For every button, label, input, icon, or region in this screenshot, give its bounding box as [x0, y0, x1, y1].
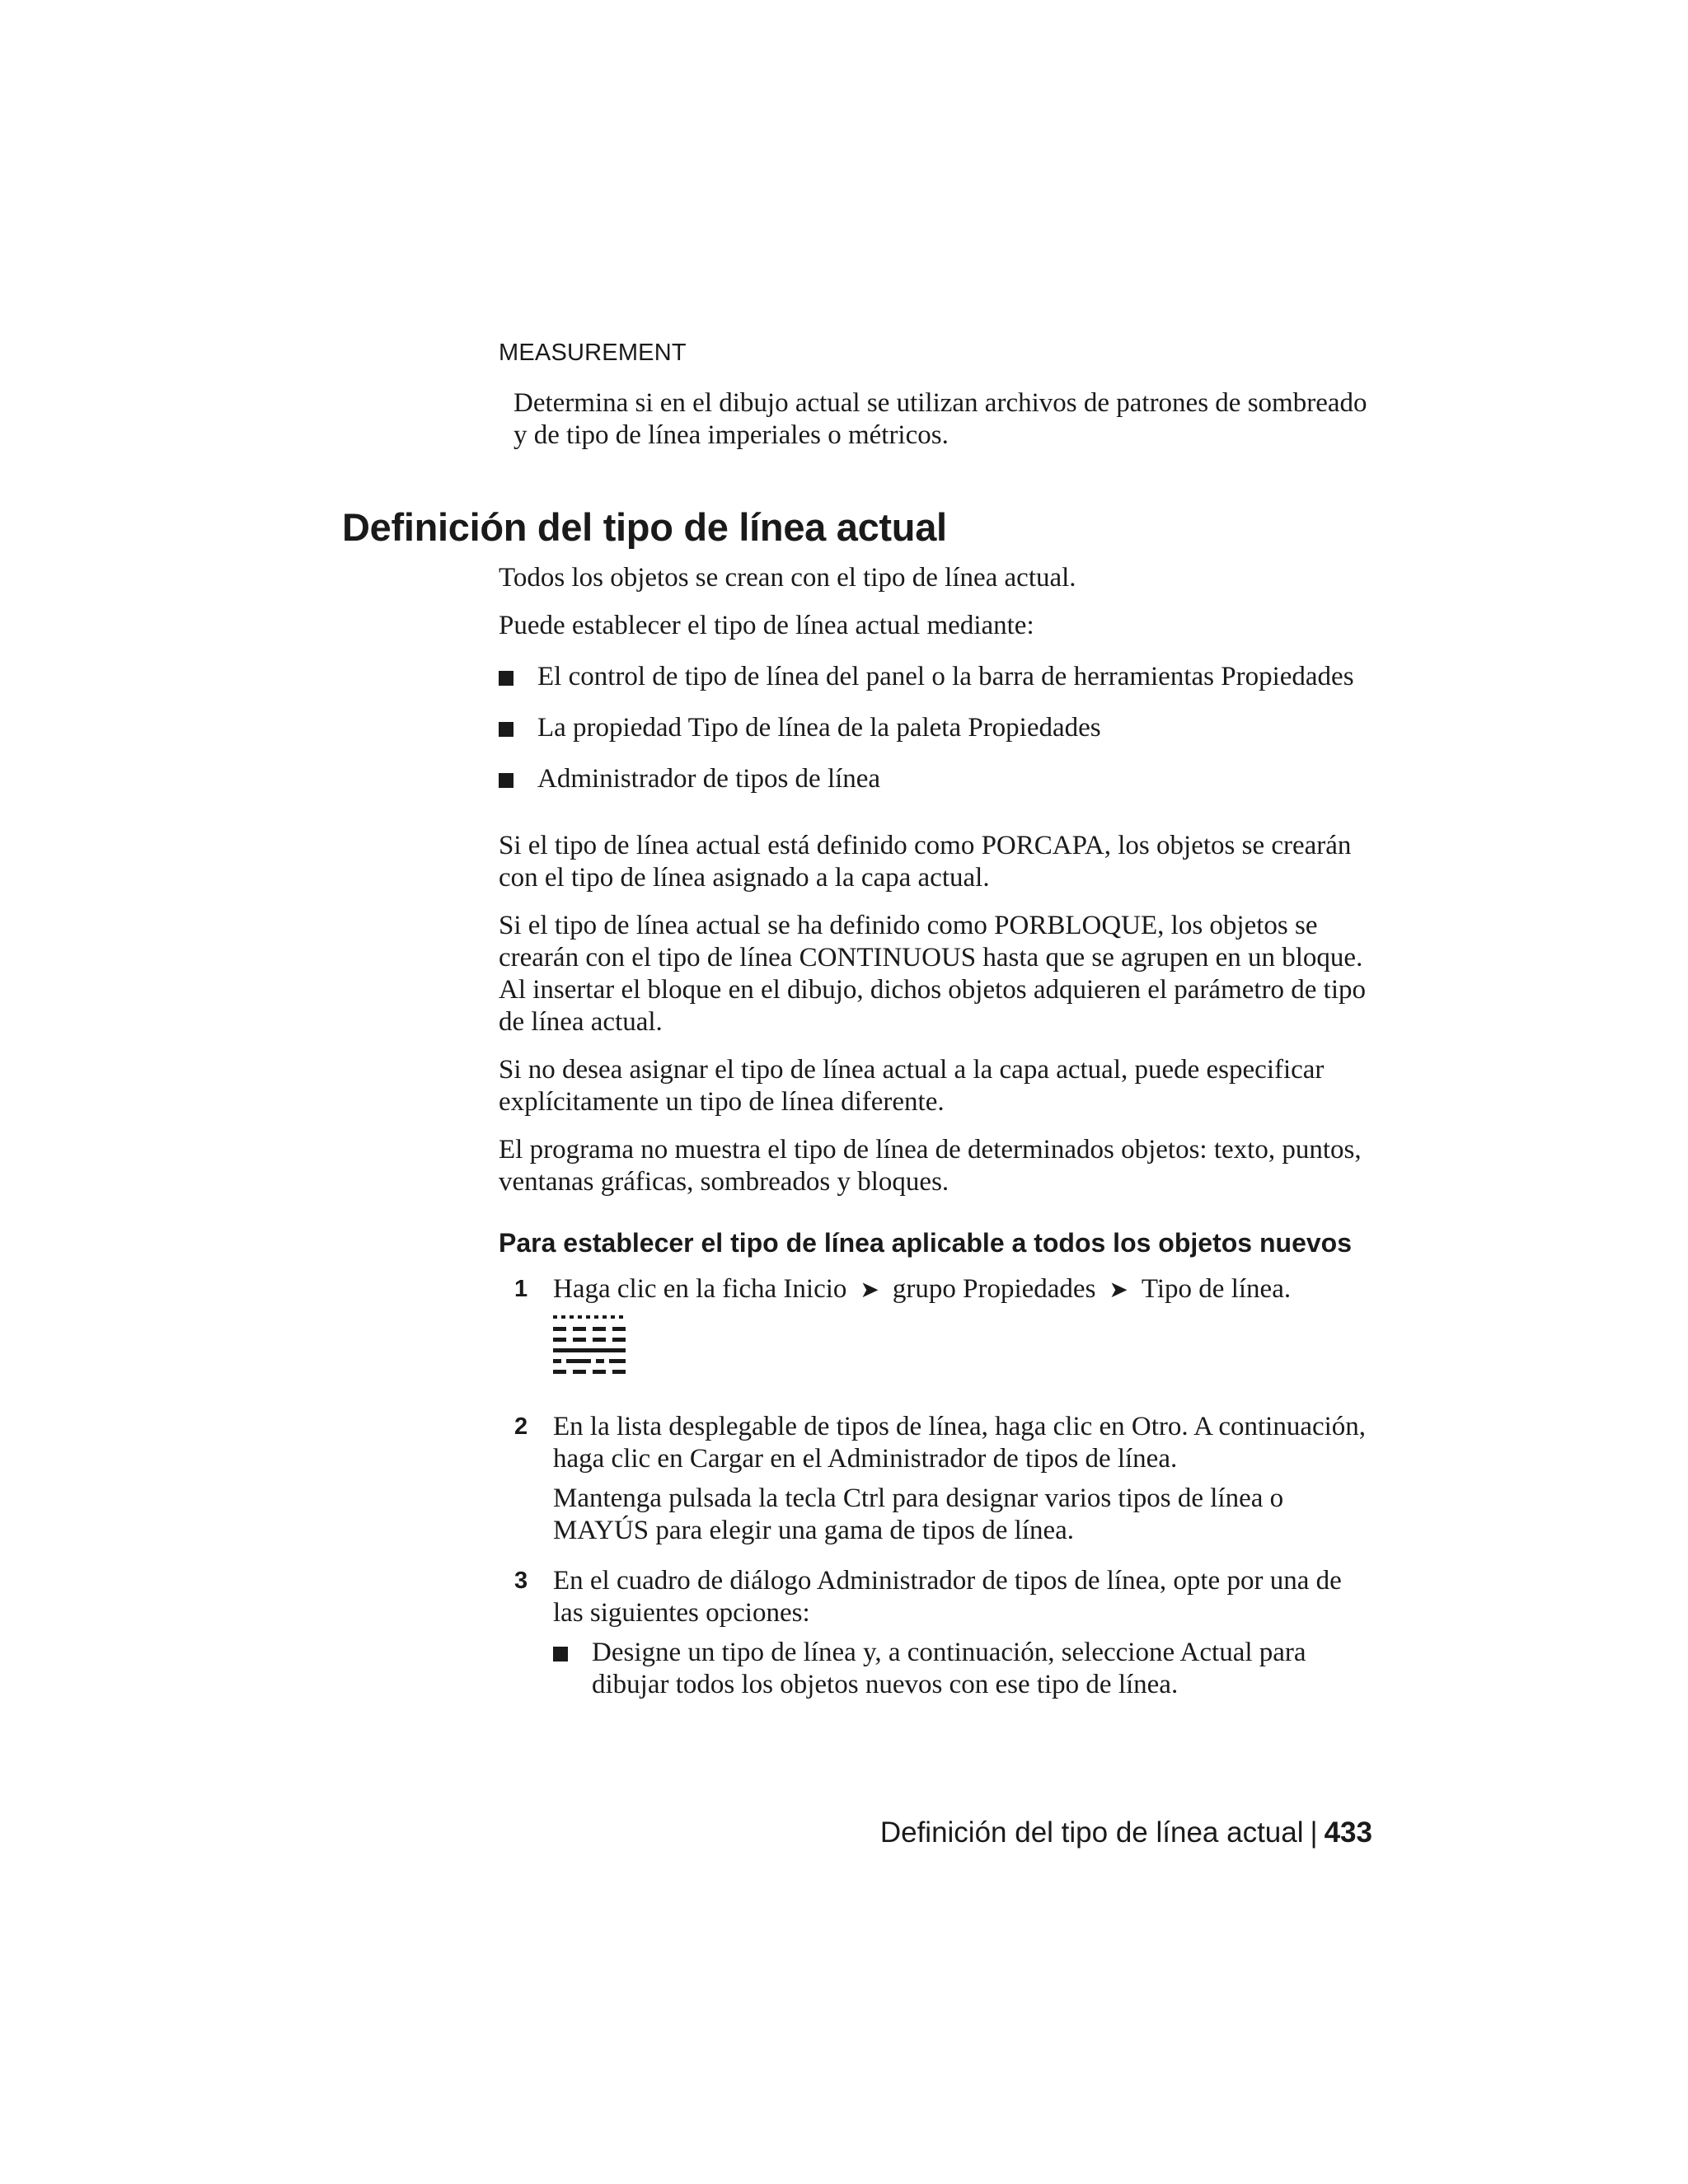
procedure-step [499, 1565, 1372, 1701]
body-paragraph: Si el tipo de línea actual está definido como PORCAPA, los objetos se crearán con el tipo de línea asignado a la capa actual. [499, 831, 1352, 893]
step-text: Haga clic en la ficha Inicio ➤ grupo Propiedades ➤ Tipo de línea. [553, 1274, 1292, 1304]
step-text: En la lista desplegable de tipos de línea, haga clic en Otro. A continuación, haga clic en Cargar en el Administrador de tipos de línea. [553, 1412, 1367, 1474]
step-note: Mantenga pulsada la tecla Ctrl para designar varios tipos de línea o MAYÚS para elegir una gama de tipos de línea. [553, 1483, 1284, 1545]
square-bullet-icon [499, 773, 513, 788]
option-list-item: Designe un tipo de línea y, a continuación, seleccione Actual para dibujar todos los objetos nuevos con ese tipo de línea. [553, 1637, 1372, 1701]
procedure-step [499, 1273, 1372, 1376]
body-paragraph: Si el tipo de línea actual se ha definido como PORBLOQUE, los objetos se crearán con el tipo de línea CONTINUOUS hasta que se agrupen en un bloque. Al insertar el bloque en el dibujo, dichos objetos adquieren el parámetro de tipo de línea actual. [499, 911, 1367, 1037]
square-bullet-icon [553, 1647, 568, 1661]
step-number: 3 [514, 1568, 528, 1594]
footer-separator: | [1310, 1816, 1318, 1849]
method-list-item: El control de tipo de línea del panel o la barra de herramientas Propiedades [499, 661, 1372, 693]
section-heading: Definición del tipo de línea actual [342, 505, 947, 549]
arrow-right-icon: ➤ [1109, 1276, 1128, 1303]
intro-paragraph: Todos los objetos se crean con el tipo de línea actual. [499, 563, 1076, 593]
square-bullet-icon [499, 722, 513, 737]
step-number: 1 [514, 1276, 528, 1302]
step-text: En el cuadro de diálogo Administrador de tipos de línea, opte por una de las siguientes opciones: [553, 1566, 1342, 1628]
section-body [499, 562, 1372, 1198]
lead-in-paragraph: Puede establecer el tipo de línea actual mediante: [499, 611, 1034, 640]
step-number: 2 [514, 1413, 528, 1440]
body-paragraph: El programa no muestra el tipo de línea de determinados objetos: texto, puntos, ventanas gráficas, sombreados y bloques. [499, 1135, 1362, 1197]
system-variable-name: MEASUREMENT [499, 340, 687, 366]
page-number: 433 [1324, 1816, 1372, 1849]
page-footer [880, 1816, 1372, 1849]
method-list-item: Administrador de tipos de línea [499, 763, 1372, 795]
linetype-icon [553, 1315, 627, 1376]
system-variable-description: Determina si en el dibujo actual se utilizan archivos de patrones de sombreado y de tipo de línea imperiales o métricos. [513, 388, 1367, 450]
method-list [499, 661, 1372, 795]
arrow-right-icon: ➤ [860, 1276, 879, 1303]
square-bullet-icon [499, 671, 513, 686]
footer-title: Definición del tipo de línea actual [879, 1816, 1304, 1849]
method-list-item: La propiedad Tipo de línea de la paleta Propiedades [499, 712, 1372, 744]
procedure-heading: Para establecer el tipo de línea aplicable a todos los objetos nuevos [499, 1228, 1352, 1258]
option-list [553, 1637, 1372, 1701]
procedure-step [499, 1411, 1372, 1547]
body-paragraph: Si no desea asignar el tipo de línea actual a la capa actual, puede especificar explícitamente un tipo de línea diferente. [499, 1055, 1325, 1117]
